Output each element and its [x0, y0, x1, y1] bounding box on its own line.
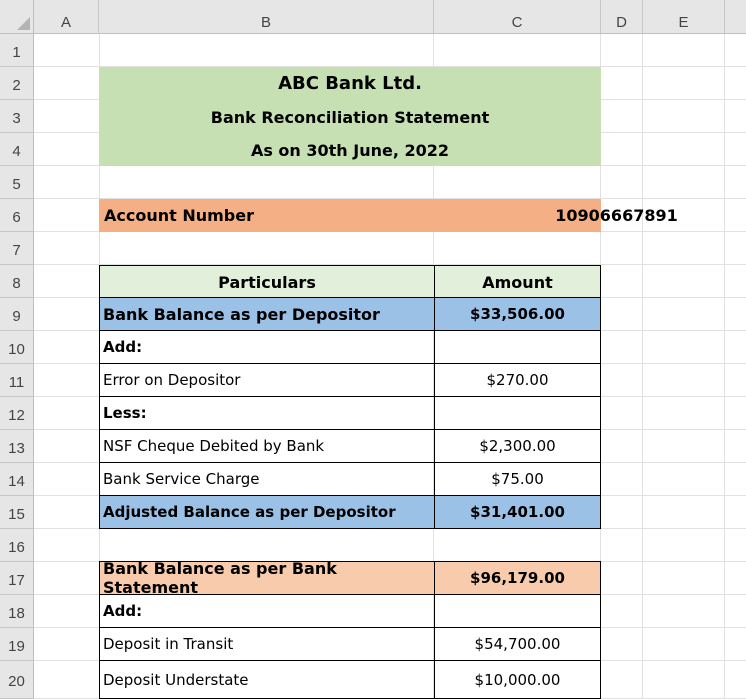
row-header-6[interactable]: 6 — [0, 199, 34, 232]
account-row — [99, 199, 678, 232]
particulars-cell[interactable]: Less: — [99, 396, 435, 430]
column-header-b[interactable]: B — [99, 0, 434, 34]
gridline — [724, 34, 725, 699]
particulars-cell[interactable]: Adjusted Balance as per Depositor — [99, 495, 435, 529]
row-header-20[interactable]: 20 — [0, 661, 34, 699]
select-all-corner[interactable] — [0, 0, 34, 34]
column-header-e[interactable]: E — [643, 0, 725, 34]
amount-cell[interactable]: $96,179.00 — [434, 561, 601, 595]
row-header-1[interactable]: 1 — [0, 34, 34, 67]
select-all-icon — [17, 17, 30, 30]
column-header-overflow — [725, 0, 746, 34]
row-header-19[interactable]: 19 — [0, 628, 34, 661]
amount-cell[interactable]: $270.00 — [434, 363, 601, 397]
account-label: Account Number — [104, 206, 254, 225]
row-header-9[interactable]: 9 — [0, 298, 34, 331]
row-header-13[interactable]: 13 — [0, 430, 34, 463]
row-header-15[interactable]: 15 — [0, 496, 34, 529]
row-header-18[interactable]: 18 — [0, 595, 34, 628]
amount-cell[interactable]: $31,401.00 — [434, 495, 601, 529]
amount-cell[interactable]: $33,506.00 — [434, 297, 601, 331]
statement-date: As on 30th June, 2022 — [250, 141, 450, 160]
amount-cell[interactable] — [434, 594, 601, 628]
row-header-11[interactable]: 11 — [0, 364, 34, 397]
row-header-17[interactable]: 17 — [0, 562, 34, 595]
particulars-cell[interactable]: Error on Depositor — [99, 363, 435, 397]
title-block — [99, 67, 601, 166]
gridline — [642, 34, 643, 699]
row-header-7[interactable]: 7 — [0, 232, 34, 265]
particulars-cell[interactable]: NSF Cheque Debited by Bank — [99, 429, 435, 463]
table-header-amount[interactable]: Amount — [434, 265, 601, 299]
row-header-3[interactable]: 3 — [0, 100, 34, 133]
particulars-cell[interactable]: Bank Balance as per Bank Statement — [99, 561, 435, 595]
particulars-cell[interactable]: Bank Balance as per Depositor — [99, 297, 435, 331]
row-header-8[interactable]: 8 — [0, 265, 34, 298]
amount-cell[interactable] — [434, 330, 601, 364]
particulars-cell[interactable]: Bank Service Charge — [99, 462, 435, 496]
amount-cell[interactable]: $75.00 — [434, 462, 601, 496]
account-number: 10906667891 — [555, 206, 678, 225]
company-name: ABC Bank Ltd. — [278, 73, 422, 94]
column-header-a[interactable]: A — [34, 0, 99, 34]
amount-cell[interactable]: $54,700.00 — [434, 627, 601, 661]
table-header-particulars[interactable]: Particulars — [99, 265, 435, 299]
row-header-14[interactable]: 14 — [0, 463, 34, 496]
row-header-4[interactable]: 4 — [0, 133, 34, 166]
row-header-5[interactable]: 5 — [0, 166, 34, 199]
row-header-10[interactable]: 10 — [0, 331, 34, 364]
column-header-c[interactable]: C — [434, 0, 601, 34]
row-header-12[interactable]: 12 — [0, 397, 34, 430]
row-header-16[interactable]: 16 — [0, 529, 34, 562]
row-header-2[interactable]: 2 — [0, 67, 34, 100]
column-header-d[interactable]: D — [601, 0, 643, 34]
particulars-cell[interactable]: Deposit in Transit — [99, 627, 435, 661]
particulars-cell[interactable]: Add: — [99, 330, 435, 364]
particulars-cell[interactable]: Add: — [99, 594, 435, 628]
particulars-cell[interactable]: Deposit Understate — [99, 660, 435, 699]
amount-cell[interactable]: $10,000.00 — [434, 660, 601, 699]
amount-cell[interactable] — [434, 396, 601, 430]
amount-cell[interactable]: $2,300.00 — [434, 429, 601, 463]
statement-title: Bank Reconciliation Statement — [210, 108, 490, 127]
